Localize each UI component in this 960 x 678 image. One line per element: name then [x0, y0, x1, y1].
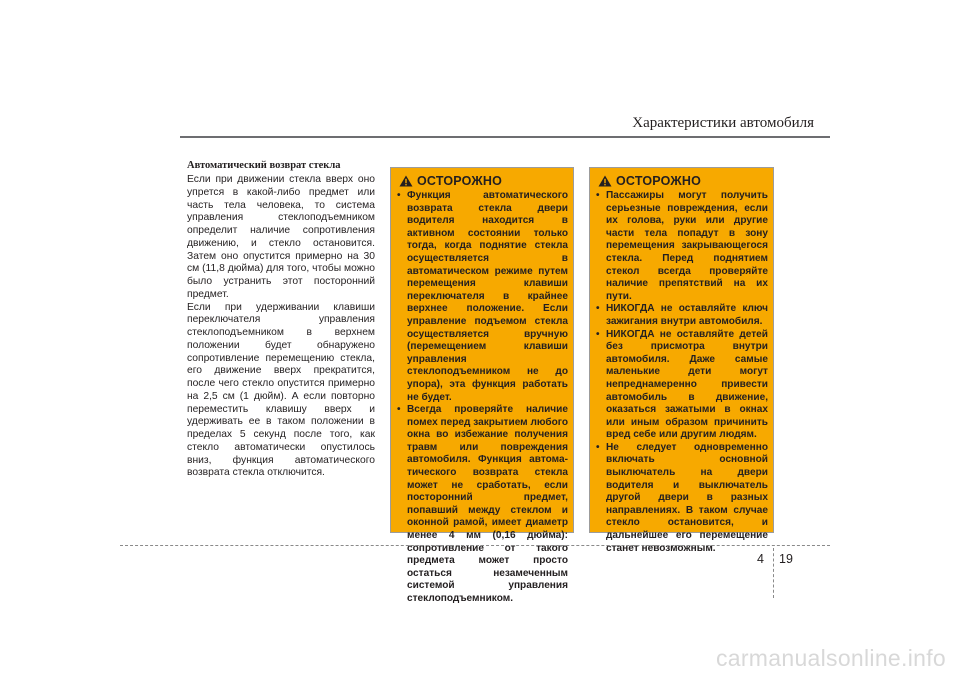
- paragraph: Если при удерживании клавиши переключателя управления стеклоподъемником в верхнем положении будет обнаружено сопротивление перемещению стекла, его движение вверх прекратится, после чего стекло опустится примерно на 2,5 см (1 дюйм). А если повторно переместить клавишу вверх и удерживать ее в таком положении в пределах 5 секунд после того, как стекло автоматически опустилось вниз, функция автоматического возврата стекла отключится.: [187, 301, 375, 479]
- chapter-number: 4: [757, 552, 764, 566]
- list-item: • НИКОГДА не оставляйте детей без присмотра внутри автомобиля. Даже самые маленькие дети могут непреднамеренно привести автомобиль в движение, оказаться зажатыми в окнах или иным образом причинить вред себе или другим людям.: [596, 329, 768, 442]
- running-header: Характеристики автомобиля: [632, 115, 814, 131]
- watermark: carmanualsonline.info: [715, 645, 946, 671]
- list-item: • Не следует одновременно включать основной выключатель на двери водителя и выключатель другой двери в разных направлениях. В таком случае стекло остановится, и дальнейшее его перемещение станет невозможным.: [596, 442, 768, 555]
- paragraph: Если при движении стекла вверх оно упрется в какой-либо предмет или часть тела человека, то система управления стеклоподъемником определит наличие сопротивления движению, и стекло остановится. Затем оно опустится примерно на 30 см (11,8 дюйма) для того, чтобы можно было устранить этот посторонний предмет.: [187, 174, 375, 300]
- warning-triangle-icon: [598, 175, 612, 187]
- warning-header: [598, 174, 701, 188]
- warning-triangle-icon: [399, 175, 413, 187]
- page-number: 19: [779, 552, 793, 566]
- warning-list: [397, 190, 568, 606]
- section-heading: Автоматический возврат стекла: [187, 160, 341, 171]
- list-item: • Всегда проверяйте наличие помех перед закрытием любого окна во избежание получения травм или повреждения автомобиля. Функция автома-тического возврата стекла может не сработать, если посторонний предмет, попавший между стеклом и оконной рамой, имеет диаметр менее 4 мм (0,16 дюйма): сопротивление от такого предмета может просто остаться незамеченным системой управления стеклоподъемником.: [397, 404, 568, 606]
- header-divider: [180, 136, 830, 138]
- warning-title: ОСТОРОЖНО: [417, 174, 503, 188]
- body-text: [187, 174, 375, 480]
- warning-box-right: [589, 167, 774, 554]
- list-item: • Пассажиры могут получить серьезные повреждения, если их голова, руки или другие части тела попадут в зону перемещения закрывающегося стекла. Перед поднятием стекол всегда проверяйте наличие препятствий на их пути.: [596, 190, 768, 303]
- list-item: • НИКОГДА не оставляйте ключ зажигания внутри автомобиля.: [596, 303, 768, 328]
- warning-list: [596, 190, 768, 555]
- footer-vertical-divider: [773, 548, 774, 598]
- warning-header: [399, 174, 502, 188]
- warning-box-left: [390, 167, 574, 604]
- warning-title: ОСТОРОЖНО: [616, 174, 702, 188]
- list-item: • Функция автоматического возврата стекла двери водителя находится в активном состоянии только тогда, когда поднятие стекла осуществляется в автоматическом режиме путем перемещения клавиши переключателя в крайнее верхнее положение. Если управление подъемом стекла осуществляется вручную (перемещением клавиши управления стеклоподъемником не до упора), эта функция работать не будет.: [397, 190, 568, 404]
- footer-divider: [120, 545, 830, 546]
